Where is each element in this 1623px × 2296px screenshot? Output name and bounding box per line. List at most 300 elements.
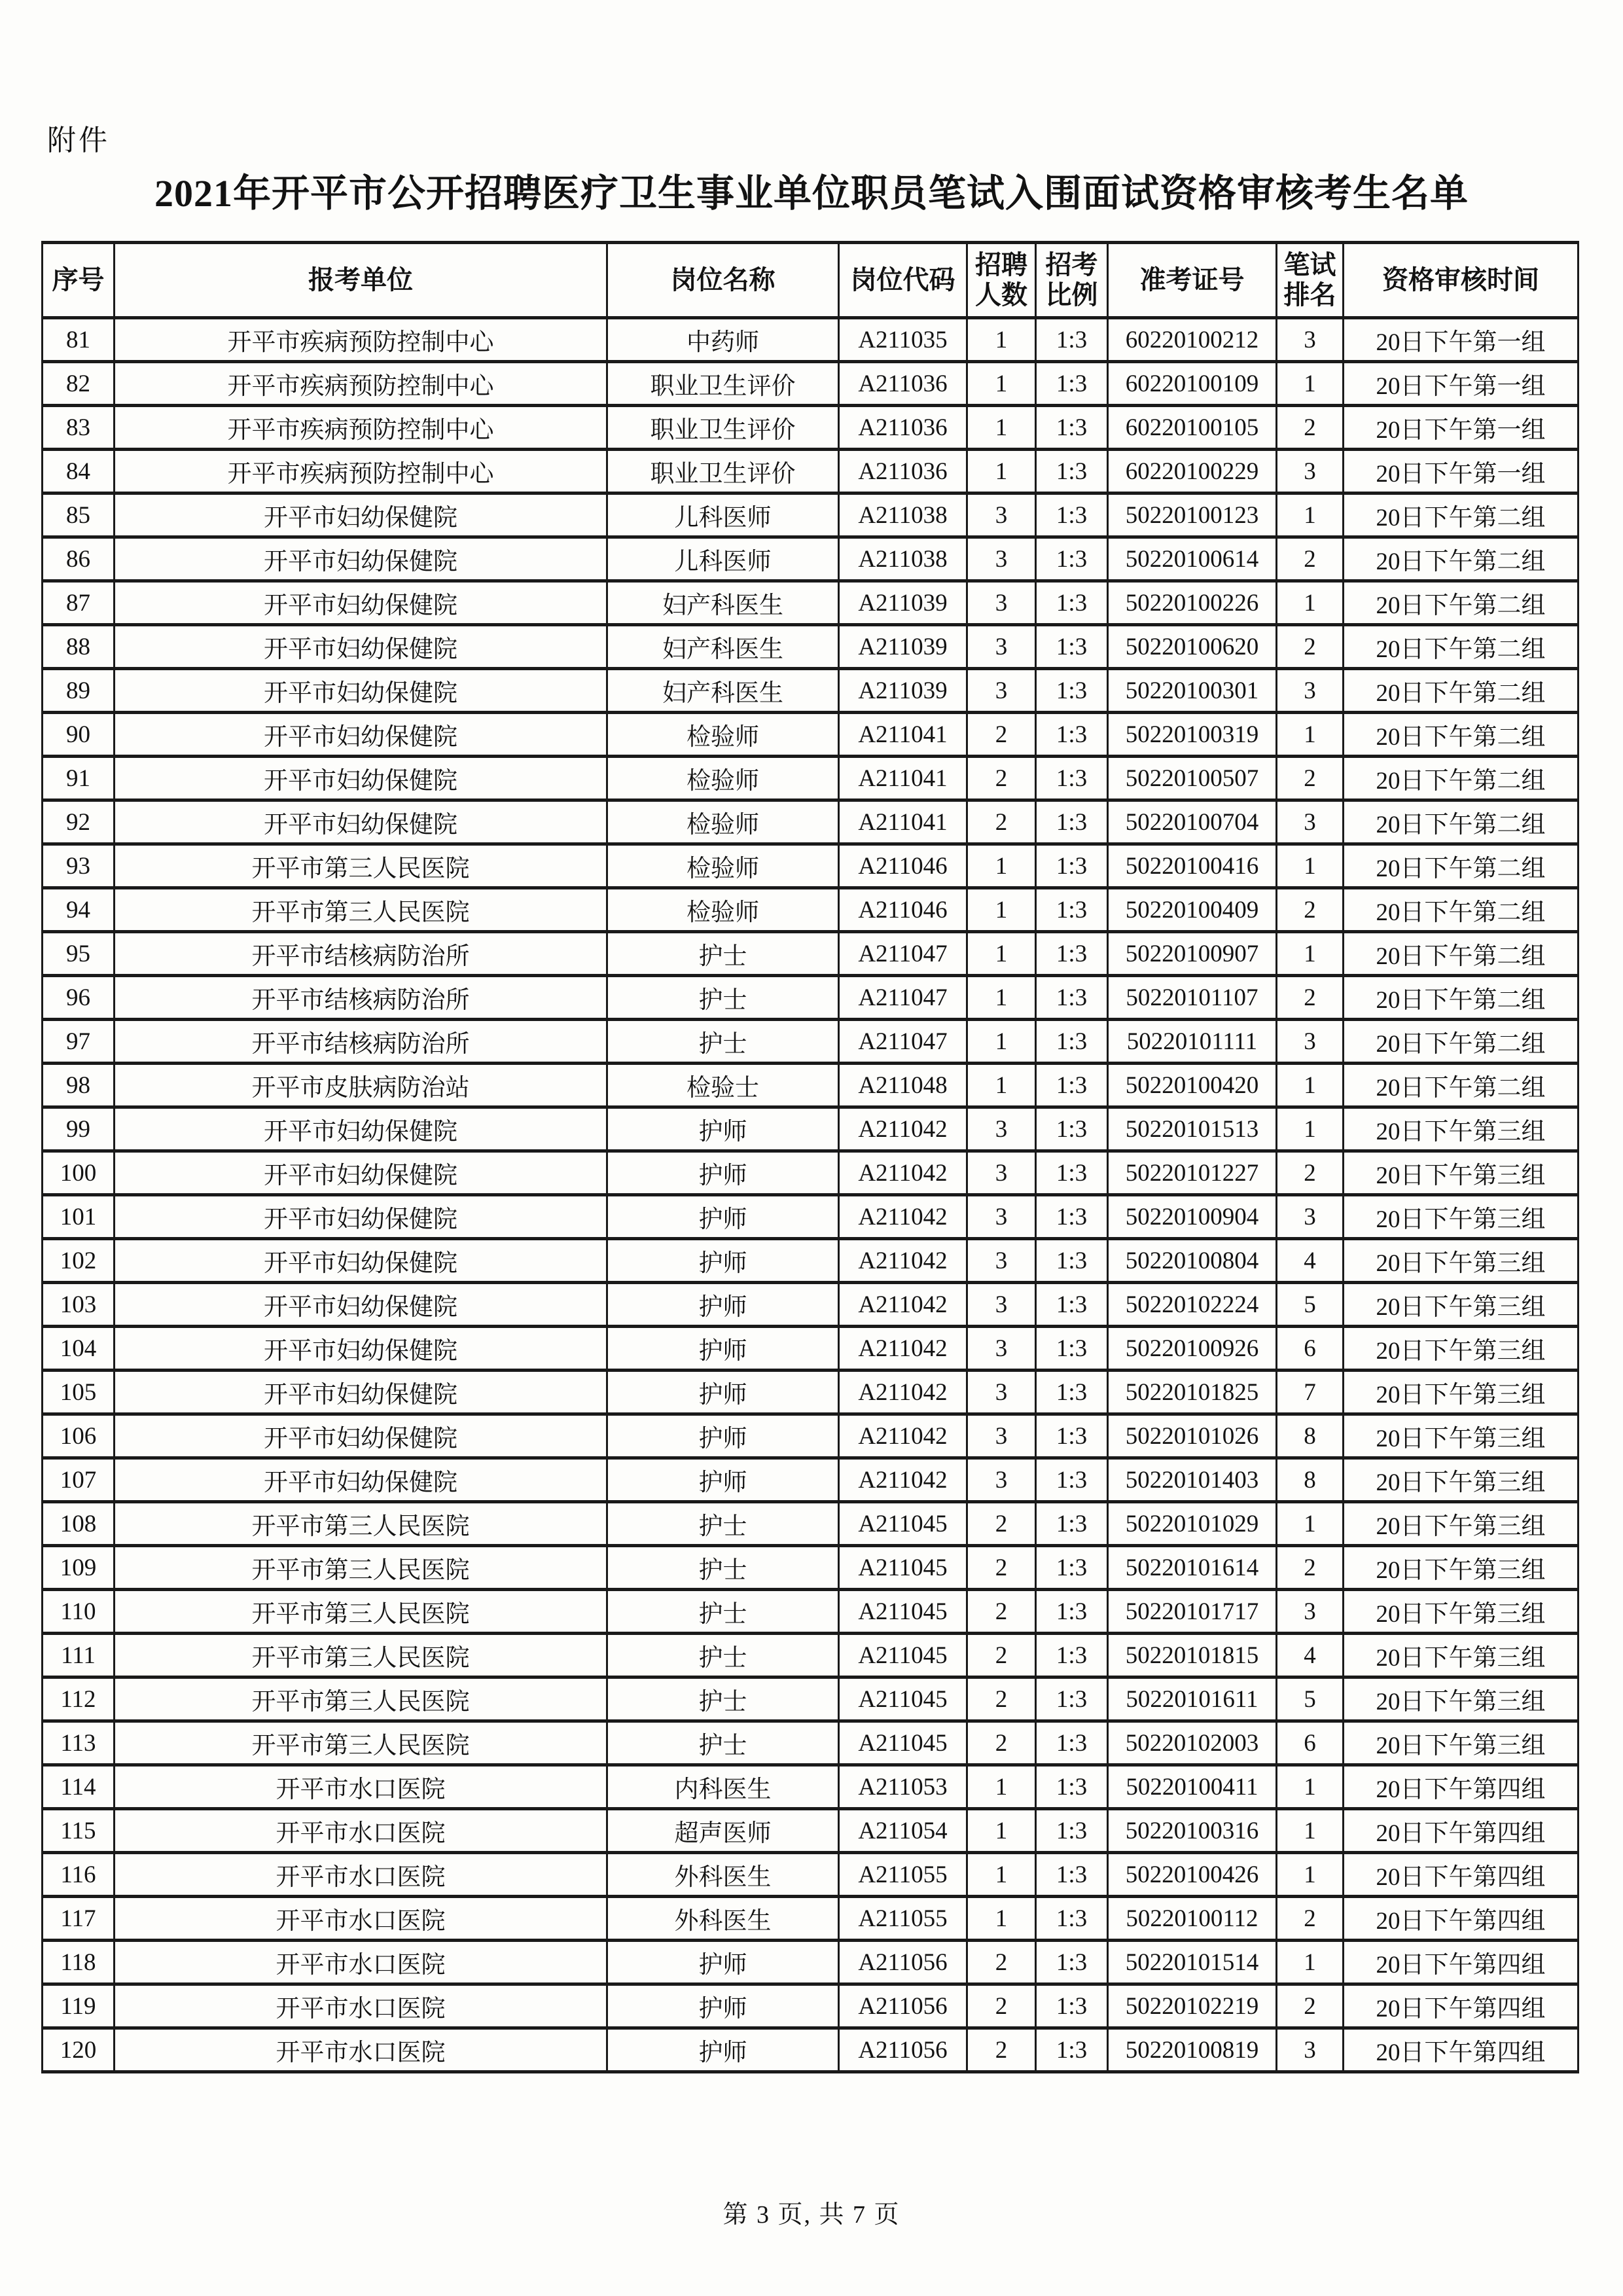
cell-recruit-count: 3	[967, 1458, 1036, 1502]
table-row	[43, 1020, 1578, 1064]
cell-index: 102	[43, 1239, 115, 1283]
cell-position-code: A211036	[839, 406, 967, 450]
cell-index: 105	[43, 1371, 115, 1414]
table-row	[43, 757, 1578, 800]
cell-recruit-count: 2	[967, 1502, 1036, 1546]
header-cell-recruit-count: 招聘人数	[967, 243, 1036, 318]
cell-recruit-ratio: 1:3	[1036, 1677, 1108, 1721]
cell-review-time: 20日下午第二组	[1344, 713, 1578, 757]
cell-position-code: A211045	[839, 1634, 967, 1677]
cell-written-rank: 1	[1277, 1941, 1344, 1984]
cell-ticket-number: 50220101403	[1108, 1458, 1277, 1502]
cell-position-code: A211053	[839, 1765, 967, 1809]
cell-recruit-count: 1	[967, 1765, 1036, 1809]
cell-position-code: A211046	[839, 888, 967, 932]
cell-review-time: 20日下午第四组	[1344, 1897, 1578, 1941]
cell-position-code: A211047	[839, 976, 967, 1020]
cell-review-time: 20日下午第一组	[1344, 406, 1578, 450]
cell-recruit-count: 1	[967, 450, 1036, 493]
cell-position-code: A211045	[839, 1502, 967, 1546]
cell-ticket-number: 50220101026	[1108, 1414, 1277, 1458]
cell-recruit-ratio: 1:3	[1036, 888, 1108, 932]
cell-position-code: A211047	[839, 932, 967, 976]
cell-position-name: 外科医生	[607, 1853, 839, 1897]
cell-recruit-ratio: 1:3	[1036, 1458, 1108, 1502]
cell-review-time: 20日下午第三组	[1344, 1239, 1578, 1283]
cell-unit: 开平市妇幼保健院	[115, 493, 607, 537]
cell-unit: 开平市第三人民医院	[115, 1502, 607, 1546]
cell-ticket-number: 60220100212	[1108, 318, 1277, 362]
cell-ticket-number: 50220100420	[1108, 1064, 1277, 1107]
header-cell-position-name: 岗位名称	[607, 243, 839, 318]
cell-recruit-ratio: 1:3	[1036, 406, 1108, 450]
cell-position-code: A211042	[839, 1195, 967, 1239]
cell-position-code: A211042	[839, 1283, 967, 1327]
cell-review-time: 20日下午第三组	[1344, 1502, 1578, 1546]
cell-ticket-number: 50220100704	[1108, 800, 1277, 844]
cell-recruit-ratio: 1:3	[1036, 757, 1108, 800]
cell-written-rank: 2	[1277, 1984, 1344, 2028]
cell-written-rank: 1	[1277, 1765, 1344, 1809]
cell-recruit-count: 2	[967, 1546, 1036, 1590]
cell-written-rank: 1	[1277, 362, 1344, 406]
cell-recruit-count: 2	[967, 757, 1036, 800]
table-row	[43, 1677, 1578, 1721]
cell-recruit-ratio: 1:3	[1036, 1195, 1108, 1239]
cell-recruit-ratio: 1:3	[1036, 537, 1108, 581]
cell-recruit-count: 3	[967, 1239, 1036, 1283]
cell-written-rank: 5	[1277, 1283, 1344, 1327]
cell-index: 108	[43, 1502, 115, 1546]
cell-ticket-number: 50220101029	[1108, 1502, 1277, 1546]
cell-position-code: A211042	[839, 1327, 967, 1371]
cell-written-rank: 3	[1277, 1020, 1344, 1064]
cell-position-code: A211042	[839, 1371, 967, 1414]
cell-review-time: 20日下午第三组	[1344, 1371, 1578, 1414]
cell-ticket-number: 50220101111	[1108, 1020, 1277, 1064]
cell-written-rank: 4	[1277, 1239, 1344, 1283]
cell-review-time: 20日下午第二组	[1344, 1020, 1578, 1064]
cell-written-rank: 1	[1277, 581, 1344, 625]
table-row	[43, 1634, 1578, 1677]
cell-index: 93	[43, 844, 115, 888]
cell-ticket-number: 50220101514	[1108, 1941, 1277, 1984]
cell-unit: 开平市妇幼保健院	[115, 1371, 607, 1414]
cell-written-rank: 3	[1277, 669, 1344, 713]
cell-position-code: A211038	[839, 493, 967, 537]
cell-recruit-count: 1	[967, 932, 1036, 976]
cell-unit: 开平市妇幼保健院	[115, 1107, 607, 1151]
cell-position-code: A211039	[839, 625, 967, 669]
cell-review-time: 20日下午第四组	[1344, 1853, 1578, 1897]
cell-written-rank: 1	[1277, 1502, 1344, 1546]
cell-recruit-count: 1	[967, 362, 1036, 406]
cell-written-rank: 3	[1277, 1590, 1344, 1634]
cell-written-rank: 3	[1277, 450, 1344, 493]
cell-unit: 开平市妇幼保健院	[115, 537, 607, 581]
cell-written-rank: 3	[1277, 800, 1344, 844]
cell-index: 87	[43, 581, 115, 625]
cell-index: 109	[43, 1546, 115, 1590]
cell-position-name: 护师	[607, 1327, 839, 1371]
cell-review-time: 20日下午第二组	[1344, 669, 1578, 713]
cell-recruit-ratio: 1:3	[1036, 1502, 1108, 1546]
cell-written-rank: 2	[1277, 1546, 1344, 1590]
cell-recruit-count: 2	[967, 800, 1036, 844]
cell-index: 112	[43, 1677, 115, 1721]
cell-position-name: 护师	[607, 1151, 839, 1195]
cell-review-time: 20日下午第一组	[1344, 318, 1578, 362]
cell-recruit-count: 3	[967, 1371, 1036, 1414]
cell-recruit-ratio: 1:3	[1036, 1853, 1108, 1897]
cell-position-name: 护师	[607, 2028, 839, 2072]
cell-recruit-count: 2	[967, 1634, 1036, 1677]
cell-index: 89	[43, 669, 115, 713]
cell-position-code: A211046	[839, 844, 967, 888]
cell-index: 86	[43, 537, 115, 581]
cell-unit: 开平市妇幼保健院	[115, 1414, 607, 1458]
cell-recruit-ratio: 1:3	[1036, 2028, 1108, 2072]
cell-position-code: A211042	[839, 1458, 967, 1502]
cell-position-code: A211056	[839, 1984, 967, 2028]
cell-ticket-number: 50220101227	[1108, 1151, 1277, 1195]
cell-recruit-count: 2	[967, 1590, 1036, 1634]
cell-unit: 开平市水口医院	[115, 1984, 607, 2028]
cell-recruit-ratio: 1:3	[1036, 1590, 1108, 1634]
cell-review-time: 20日下午第四组	[1344, 1765, 1578, 1809]
cell-position-code: A211042	[839, 1151, 967, 1195]
cell-recruit-count: 2	[967, 1941, 1036, 1984]
cell-position-name: 护士	[607, 1502, 839, 1546]
cell-recruit-count: 3	[967, 493, 1036, 537]
table-row	[43, 625, 1578, 669]
cell-ticket-number: 50220100123	[1108, 493, 1277, 537]
cell-ticket-number: 50220100904	[1108, 1195, 1277, 1239]
cell-unit: 开平市第三人民医院	[115, 844, 607, 888]
cell-recruit-ratio: 1:3	[1036, 1371, 1108, 1414]
cell-position-code: A211045	[839, 1590, 967, 1634]
cell-recruit-count: 1	[967, 406, 1036, 450]
cell-written-rank: 7	[1277, 1371, 1344, 1414]
cell-ticket-number: 50220101611	[1108, 1677, 1277, 1721]
cell-recruit-ratio: 1:3	[1036, 1414, 1108, 1458]
table-row	[43, 406, 1578, 450]
cell-ticket-number: 50220102224	[1108, 1283, 1277, 1327]
cell-recruit-ratio: 1:3	[1036, 318, 1108, 362]
cell-unit: 开平市第三人民医院	[115, 1677, 607, 1721]
cell-ticket-number: 50220100301	[1108, 669, 1277, 713]
cell-unit: 开平市水口医院	[115, 1853, 607, 1897]
page-number-footer: 第 3 页, 共 7 页	[722, 2201, 901, 2229]
table-row	[43, 362, 1578, 406]
cell-recruit-ratio: 1:3	[1036, 450, 1108, 493]
cell-position-name: 职业卫生评价	[607, 362, 839, 406]
cell-position-code: A211045	[839, 1721, 967, 1765]
cell-written-rank: 6	[1277, 1327, 1344, 1371]
cell-written-rank: 1	[1277, 1853, 1344, 1897]
cell-recruit-ratio: 1:3	[1036, 1107, 1108, 1151]
cell-unit: 开平市疾病预防控制中心	[115, 362, 607, 406]
header-cell-unit: 报考单位	[115, 243, 607, 318]
cell-ticket-number: 50220100226	[1108, 581, 1277, 625]
cell-recruit-count: 3	[967, 537, 1036, 581]
table-row	[43, 1941, 1578, 1984]
table-row	[43, 800, 1578, 844]
cell-ticket-number: 50220101513	[1108, 1107, 1277, 1151]
header-cell-ticket-number: 准考证号	[1108, 243, 1277, 318]
cell-recruit-count: 3	[967, 1107, 1036, 1151]
table-row	[43, 1502, 1578, 1546]
cell-recruit-ratio: 1:3	[1036, 1239, 1108, 1283]
cell-review-time: 20日下午第三组	[1344, 1107, 1578, 1151]
cell-review-time: 20日下午第二组	[1344, 581, 1578, 625]
cell-unit: 开平市妇幼保健院	[115, 1151, 607, 1195]
cell-written-rank: 1	[1277, 1107, 1344, 1151]
cell-recruit-count: 1	[967, 318, 1036, 362]
table-row	[43, 1897, 1578, 1941]
cell-review-time: 20日下午第二组	[1344, 888, 1578, 932]
cell-position-name: 护士	[607, 976, 839, 1020]
cell-index: 85	[43, 493, 115, 537]
table-row	[43, 1371, 1578, 1414]
cell-recruit-ratio: 1:3	[1036, 976, 1108, 1020]
cell-review-time: 20日下午第三组	[1344, 1283, 1578, 1327]
cell-index: 115	[43, 1809, 115, 1853]
cell-ticket-number: 50220100319	[1108, 713, 1277, 757]
cell-position-name: 职业卫生评价	[607, 406, 839, 450]
cell-ticket-number: 50220100614	[1108, 537, 1277, 581]
cell-written-rank: 2	[1277, 625, 1344, 669]
cell-recruit-ratio: 1:3	[1036, 493, 1108, 537]
cell-review-time: 20日下午第一组	[1344, 362, 1578, 406]
table-row	[43, 1064, 1578, 1107]
cell-unit: 开平市妇幼保健院	[115, 625, 607, 669]
cell-position-name: 护师	[607, 1239, 839, 1283]
cell-position-name: 护师	[607, 1107, 839, 1151]
cell-index: 88	[43, 625, 115, 669]
cell-position-name: 护士	[607, 1634, 839, 1677]
cell-index: 83	[43, 406, 115, 450]
cell-ticket-number: 60220100105	[1108, 406, 1277, 450]
cell-recruit-count: 2	[967, 713, 1036, 757]
cell-written-rank: 2	[1277, 406, 1344, 450]
cell-index: 95	[43, 932, 115, 976]
cell-index: 111	[43, 1634, 115, 1677]
cell-position-name: 妇产科医生	[607, 581, 839, 625]
cell-unit: 开平市水口医院	[115, 1941, 607, 1984]
cell-position-name: 儿科医师	[607, 493, 839, 537]
cell-position-name: 检验师	[607, 800, 839, 844]
cell-ticket-number: 50220101825	[1108, 1371, 1277, 1414]
cell-review-time: 20日下午第二组	[1344, 493, 1578, 537]
cell-recruit-count: 3	[967, 1195, 1036, 1239]
cell-ticket-number: 50220100426	[1108, 1853, 1277, 1897]
cell-position-name: 护师	[607, 1414, 839, 1458]
cell-written-rank: 2	[1277, 888, 1344, 932]
cell-written-rank: 5	[1277, 1677, 1344, 1721]
table-row	[43, 713, 1578, 757]
cell-review-time: 20日下午第二组	[1344, 844, 1578, 888]
cell-ticket-number: 50220100409	[1108, 888, 1277, 932]
cell-written-rank: 1	[1277, 844, 1344, 888]
header-cell-position-code: 岗位代码	[839, 243, 967, 318]
cell-unit: 开平市结核病防治所	[115, 976, 607, 1020]
cell-recruit-ratio: 1:3	[1036, 1765, 1108, 1809]
cell-written-rank: 1	[1277, 932, 1344, 976]
attachment-label: 附件	[47, 124, 110, 156]
cell-written-rank: 2	[1277, 1151, 1344, 1195]
cell-unit: 开平市妇幼保健院	[115, 800, 607, 844]
cell-written-rank: 3	[1277, 2028, 1344, 2072]
cell-review-time: 20日下午第二组	[1344, 976, 1578, 1020]
table-row	[43, 888, 1578, 932]
cell-ticket-number: 60220100109	[1108, 362, 1277, 406]
cell-recruit-count: 3	[967, 669, 1036, 713]
cell-position-code: A211055	[839, 1897, 967, 1941]
cell-position-name: 护师	[607, 1283, 839, 1327]
cell-index: 114	[43, 1765, 115, 1809]
cell-recruit-ratio: 1:3	[1036, 1941, 1108, 1984]
cell-ticket-number: 50220101107	[1108, 976, 1277, 1020]
cell-unit: 开平市疾病预防控制中心	[115, 450, 607, 493]
cell-index: 98	[43, 1064, 115, 1107]
cell-recruit-ratio: 1:3	[1036, 1020, 1108, 1064]
cell-recruit-count: 2	[967, 1721, 1036, 1765]
candidate-roster-table	[41, 241, 1579, 2073]
cell-index: 113	[43, 1721, 115, 1765]
table-row	[43, 318, 1578, 362]
table-row	[43, 1195, 1578, 1239]
cell-unit: 开平市皮肤病防治站	[115, 1064, 607, 1107]
cell-recruit-count: 2	[967, 1984, 1036, 2028]
cell-unit: 开平市第三人民医院	[115, 1721, 607, 1765]
cell-recruit-ratio: 1:3	[1036, 1809, 1108, 1853]
cell-index: 101	[43, 1195, 115, 1239]
cell-review-time: 20日下午第三组	[1344, 1721, 1578, 1765]
cell-review-time: 20日下午第一组	[1344, 450, 1578, 493]
cell-position-name: 护士	[607, 1721, 839, 1765]
document-title: 2021年开平市公开招聘医疗卫生事业单位职员笔试入围面试资格审核考生名单	[154, 172, 1469, 215]
cell-ticket-number: 50220100804	[1108, 1239, 1277, 1283]
table-row	[43, 1239, 1578, 1283]
cell-written-rank: 1	[1277, 713, 1344, 757]
cell-written-rank: 3	[1277, 318, 1344, 362]
cell-position-name: 内科医生	[607, 1765, 839, 1809]
cell-index: 96	[43, 976, 115, 1020]
cell-index: 82	[43, 362, 115, 406]
table-row	[43, 932, 1578, 976]
cell-position-code: A211041	[839, 713, 967, 757]
cell-unit: 开平市结核病防治所	[115, 1020, 607, 1064]
cell-review-time: 20日下午第三组	[1344, 1634, 1578, 1677]
cell-position-name: 职业卫生评价	[607, 450, 839, 493]
cell-position-code: A211042	[839, 1239, 967, 1283]
cell-review-time: 20日下午第三组	[1344, 1546, 1578, 1590]
table-row	[43, 537, 1578, 581]
table-row	[43, 1283, 1578, 1327]
cell-recruit-ratio: 1:3	[1036, 1897, 1108, 1941]
cell-position-code: A211056	[839, 1941, 967, 1984]
cell-recruit-count: 3	[967, 1327, 1036, 1371]
cell-recruit-count: 1	[967, 1853, 1036, 1897]
cell-ticket-number: 50220100416	[1108, 844, 1277, 888]
cell-unit: 开平市第三人民医院	[115, 1590, 607, 1634]
cell-position-name: 护师	[607, 1941, 839, 1984]
cell-unit: 开平市疾病预防控制中心	[115, 406, 607, 450]
cell-position-code: A211055	[839, 1853, 967, 1897]
cell-review-time: 20日下午第三组	[1344, 1458, 1578, 1502]
cell-unit: 开平市水口医院	[115, 1809, 607, 1853]
cell-position-code: A211042	[839, 1414, 967, 1458]
cell-index: 90	[43, 713, 115, 757]
cell-position-code: A211054	[839, 1809, 967, 1853]
cell-recruit-count: 3	[967, 581, 1036, 625]
cell-index: 117	[43, 1897, 115, 1941]
cell-position-name: 妇产科医生	[607, 625, 839, 669]
cell-position-code: A211045	[839, 1546, 967, 1590]
cell-position-name: 护士	[607, 932, 839, 976]
table-row	[43, 669, 1578, 713]
cell-ticket-number: 50220101815	[1108, 1634, 1277, 1677]
cell-recruit-count: 1	[967, 1020, 1036, 1064]
cell-index: 120	[43, 2028, 115, 2072]
cell-index: 103	[43, 1283, 115, 1327]
cell-index: 106	[43, 1414, 115, 1458]
cell-index: 84	[43, 450, 115, 493]
cell-recruit-ratio: 1:3	[1036, 1283, 1108, 1327]
cell-review-time: 20日下午第三组	[1344, 1327, 1578, 1371]
cell-position-name: 外科医生	[607, 1897, 839, 1941]
cell-position-name: 护士	[607, 1590, 839, 1634]
cell-position-name: 护师	[607, 1195, 839, 1239]
table-row	[43, 1853, 1578, 1897]
cell-review-time: 20日下午第二组	[1344, 537, 1578, 581]
cell-recruit-ratio: 1:3	[1036, 1721, 1108, 1765]
cell-position-code: A211036	[839, 450, 967, 493]
cell-position-name: 检验师	[607, 713, 839, 757]
cell-position-name: 护士	[607, 1020, 839, 1064]
cell-written-rank: 2	[1277, 1897, 1344, 1941]
cell-recruit-ratio: 1:3	[1036, 932, 1108, 976]
cell-recruit-ratio: 1:3	[1036, 800, 1108, 844]
cell-ticket-number: 50220100819	[1108, 2028, 1277, 2072]
cell-ticket-number: 50220100620	[1108, 625, 1277, 669]
cell-review-time: 20日下午第三组	[1344, 1590, 1578, 1634]
cell-recruit-count: 3	[967, 1151, 1036, 1195]
header-cell-review-time: 资格审核时间	[1344, 243, 1578, 318]
table-row	[43, 1107, 1578, 1151]
cell-unit: 开平市妇幼保健院	[115, 757, 607, 800]
table-row	[43, 844, 1578, 888]
cell-recruit-count: 1	[967, 1809, 1036, 1853]
cell-position-code: A211036	[839, 362, 967, 406]
cell-position-name: 护师	[607, 1371, 839, 1414]
cell-ticket-number: 50220100926	[1108, 1327, 1277, 1371]
cell-recruit-count: 2	[967, 2028, 1036, 2072]
cell-ticket-number: 50220101614	[1108, 1546, 1277, 1590]
cell-position-code: A211035	[839, 318, 967, 362]
cell-review-time: 20日下午第三组	[1344, 1414, 1578, 1458]
cell-recruit-ratio: 1:3	[1036, 581, 1108, 625]
cell-position-name: 护师	[607, 1984, 839, 2028]
cell-index: 110	[43, 1590, 115, 1634]
table-row	[43, 493, 1578, 537]
cell-recruit-ratio: 1:3	[1036, 1546, 1108, 1590]
cell-unit: 开平市妇幼保健院	[115, 1283, 607, 1327]
cell-unit: 开平市妇幼保健院	[115, 581, 607, 625]
table-row	[43, 1984, 1578, 2028]
cell-recruit-ratio: 1:3	[1036, 669, 1108, 713]
